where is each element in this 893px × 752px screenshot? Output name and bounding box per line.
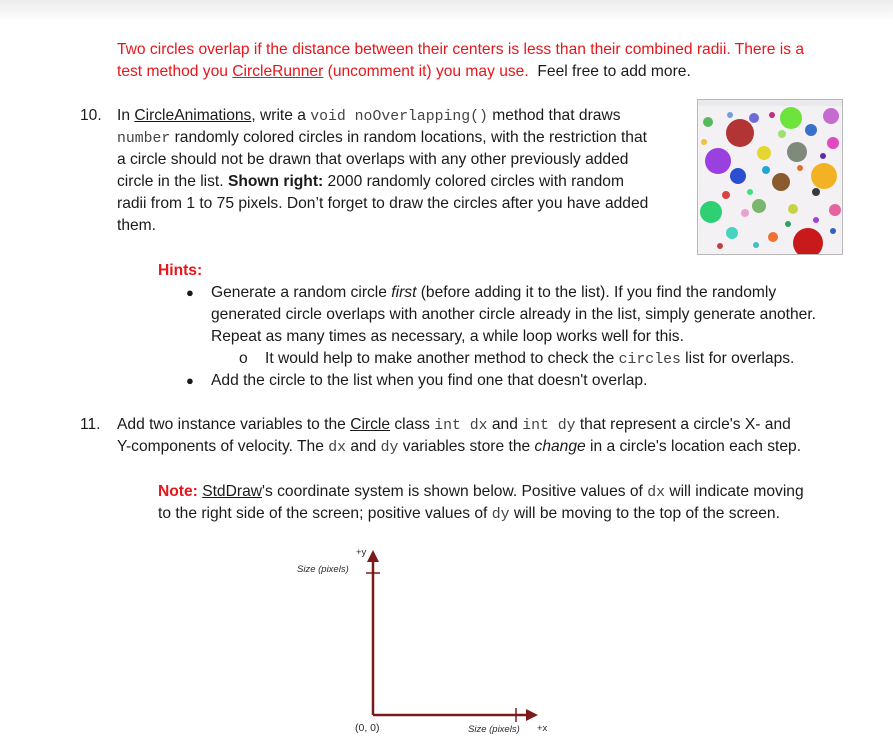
hint-1-line-1 <box>211 282 776 304</box>
note-label: Note: <box>158 483 198 500</box>
intro-text: test method you <box>117 63 233 80</box>
shown-right-label: Shown right: <box>227 173 324 190</box>
item-10-line-3: a circle should not be drawn that overlaps with any other previously added <box>117 151 629 168</box>
text: Add two instance variables to the <box>117 416 351 433</box>
intro-text-black: Feel free to add more. <box>537 63 691 80</box>
item-10-line-6: them. <box>117 217 156 234</box>
text: in a circle's location each step. <box>585 438 802 455</box>
item-11-line-1 <box>117 414 791 437</box>
x-axis-plus-label: +x <box>537 723 548 734</box>
circles-screenshot-image <box>697 99 843 255</box>
text: It would help to make another method to check the <box>265 350 619 367</box>
x-axis-title: Size (pixels) <box>468 724 520 735</box>
x-axis-arrow-icon <box>526 709 538 721</box>
circle-class-link[interactable]: Circle <box>350 416 391 433</box>
item-10-number: 10. <box>80 107 102 124</box>
text: 2000 randomly colored circles with random <box>323 173 624 190</box>
hints-title: Hints: <box>158 262 203 279</box>
y-axis-title: Size (pixels) <box>297 564 349 575</box>
note-line-2 <box>158 503 780 526</box>
text: method that draws <box>487 107 621 124</box>
code-dx: dx <box>647 485 665 501</box>
text: class <box>390 416 435 433</box>
text: circle in the list. <box>117 173 228 190</box>
text: randomly colored circles in random locations, with the restriction that <box>170 129 647 146</box>
code-circles: circles <box>618 352 681 368</box>
text: Y-components of velocity. The <box>117 438 329 455</box>
text: will indicate moving <box>664 483 804 500</box>
text: variables store the <box>398 438 535 455</box>
text: list for overlaps. <box>680 350 795 367</box>
text: Generate a random circle <box>211 284 392 301</box>
code-nooverlapping: void noOverlapping() <box>310 109 488 125</box>
page-top-shadow <box>0 0 893 22</box>
text: to the right side of the screen; positive values of <box>158 505 492 522</box>
text: will be moving to the top of the screen. <box>509 505 780 522</box>
intro-line-1: Two circles overlap if the distance between their centers is less than their combined radii. There is a <box>117 41 805 58</box>
intro-text: (uncomment it) you may use. <box>323 63 529 80</box>
hint-1-line-3: Repeat as many times as necessary, a while loop works well for this. <box>211 328 684 345</box>
circleanimations-link[interactable]: CircleAnimations <box>134 107 252 124</box>
code-int-dy: int dy <box>522 418 576 434</box>
text: In <box>117 107 135 124</box>
hint-1-line-2: generated circle overlaps with another circle already in the list, simply generate another. <box>211 306 817 323</box>
item-10-line-2 <box>117 127 647 150</box>
item-10-line-1 <box>117 105 621 128</box>
item-11-line-2 <box>117 436 801 459</box>
emphasis-change: change <box>534 438 586 455</box>
origin-label: (0, 0) <box>355 722 380 734</box>
code-dy: dy <box>380 440 399 456</box>
text: (before adding it to the list). If you find the randomly <box>416 284 777 301</box>
y-axis-arrow-icon <box>367 550 379 562</box>
item-10-line-5: radii from 1 to 75 pixels. Don’t forget to draw the circles after you have added <box>117 195 649 212</box>
item-10-line-4 <box>117 171 624 193</box>
stddraw-link[interactable]: StdDraw <box>202 483 262 500</box>
code-int-dx: int dx <box>434 418 488 434</box>
hint-2-line: Add the circle to the list when you find one that doesn't overlap. <box>211 372 648 389</box>
bullet-icon: ● <box>186 285 194 300</box>
circles-canvas <box>698 106 842 254</box>
text: and <box>345 438 381 455</box>
code-number: number <box>117 131 171 147</box>
bullet-icon: ● <box>186 373 194 388</box>
text: 's coordinate system is shown below. Positive values of <box>262 483 648 500</box>
code-dx: dx <box>328 440 346 456</box>
text: , write a <box>251 107 311 124</box>
intro-line-2 <box>117 61 691 83</box>
text: that represent a circle's X- and <box>575 416 791 433</box>
circlerunner-link[interactable]: CircleRunner <box>232 63 324 80</box>
item-11-number: 11. <box>80 416 101 433</box>
sub-bullet-icon: o <box>239 350 248 367</box>
note-line-1 <box>158 481 804 504</box>
emphasis-first: first <box>391 284 417 301</box>
hint-sub-line <box>265 348 794 371</box>
text: and <box>487 416 523 433</box>
code-dy: dy <box>491 507 510 523</box>
y-axis-plus-label: +y <box>356 547 367 558</box>
